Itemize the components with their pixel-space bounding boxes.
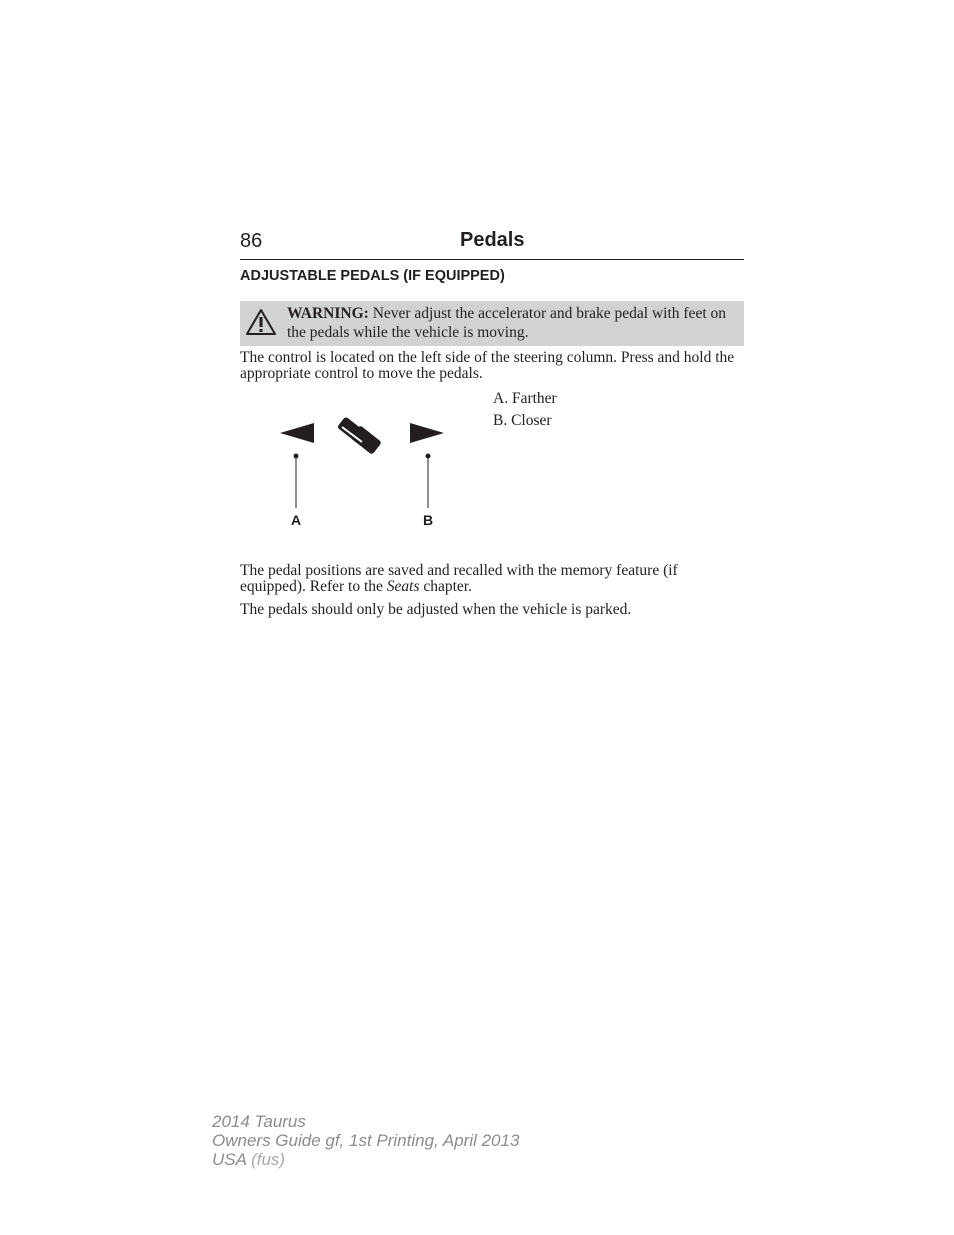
callout-b-label: B [422, 512, 434, 528]
page-number: 86 [240, 230, 263, 252]
pedal-switch-icon [337, 416, 382, 455]
figure-legend [493, 388, 557, 432]
parked-note: The pedals should only be adjusted when the vehicle is parked. [240, 601, 632, 618]
legend-item-closer: B. Closer [493, 412, 552, 429]
section-heading: ADJUSTABLE PEDALS (IF EQUIPPED) [240, 268, 505, 284]
memory-text: The pedal positions are saved and recalled with the memory feature (if equipped). Refer to the [240, 562, 678, 595]
footer-region-code: (fus) [251, 1150, 286, 1169]
page-header [240, 228, 744, 260]
warning-text [287, 304, 737, 342]
chapter-title: Pedals [460, 229, 525, 251]
farther-arrow-icon [280, 423, 314, 443]
footer-region-line [212, 1150, 519, 1169]
intro-paragraph: The control is located on the left side of the steering column. Press and hold the appropriate control to move the pedals. [240, 349, 735, 382]
footer-region: USA [212, 1150, 247, 1169]
warning-triangle-icon [245, 308, 277, 336]
warning-message: Never adjust the accelerator and brake pedal with feet on the pedals while the vehicle is moving. [287, 305, 727, 341]
memory-paragraph [240, 563, 720, 595]
footer-guide: Owners Guide gf, 1st Printing, April 2013 [212, 1131, 520, 1150]
legend-item-farther: A. Farther [493, 390, 557, 407]
pedal-control-figure [262, 405, 462, 535]
memory-text-end: chapter. [423, 578, 472, 595]
warning-label: WARNING: [287, 305, 369, 322]
page-footer [212, 1112, 519, 1169]
footer-model: 2014 Taurus [212, 1112, 306, 1131]
seats-chapter-reference: Seats [386, 578, 420, 595]
warning-box [240, 301, 744, 346]
callout-a-label: A [290, 512, 302, 528]
closer-arrow-icon [410, 423, 444, 443]
